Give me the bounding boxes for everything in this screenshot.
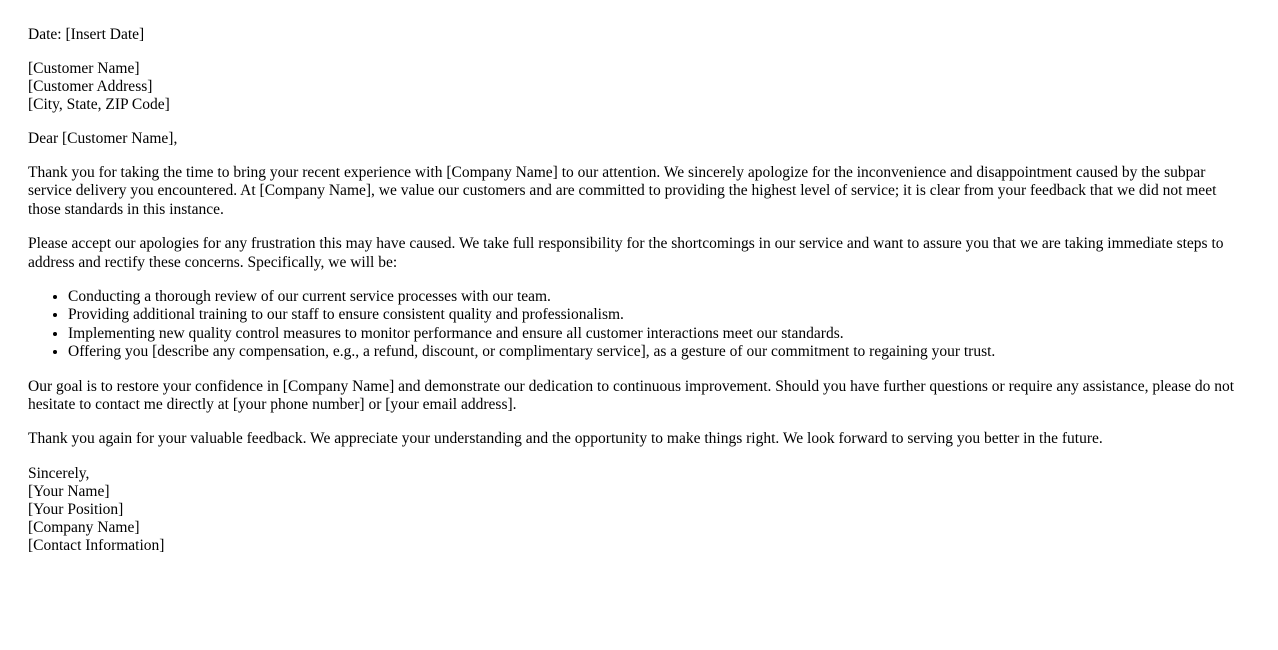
sender-company: [Company Name] (28, 518, 140, 536)
body-paragraph-3: Our goal is to restore your confidence in [Company Name] and demonstrate our dedication to continuous improvement. Should you have further questions or require any assistance, please do not hesitate to contact me directly at [your phone number] or [your email address]. (28, 377, 1235, 414)
sender-position: [Your Position] (28, 500, 124, 518)
list-item: • Providing additional training to our staff to ensure consistent quality and professionalism. (68, 306, 1248, 324)
list-item: • Implementing new quality control measures to monitor performance and ensure all customer interactions meet our standards. (68, 325, 1248, 343)
recipient-name: [Customer Name] (28, 60, 140, 77)
date-block (28, 26, 1248, 44)
salutation-block (28, 130, 1248, 148)
date-line: Date: [Insert Date] (28, 26, 145, 43)
salutation: Dear [Customer Name], (28, 130, 178, 147)
body-paragraph-2: Please accept our apologies for any frustration this may have caused. We take full responsibility for the shortcomings in our service and want to assure you that we are taking immediate steps to address and rectify these concerns. Specifically, we will be: (28, 235, 1224, 271)
sender-name: [Your Name] (28, 482, 110, 500)
closing-line: Sincerely, (28, 464, 90, 482)
recipient-address: [Customer Address] (28, 78, 153, 95)
sender-contact-information: [Contact Information] (28, 536, 165, 554)
list-item: • Offering you [describe any compensation, e.g., a refund, discount, or complimentary service], as a gesture of our commitment to regaining your trust. (68, 343, 1248, 361)
recipient-address-block (28, 60, 1248, 114)
list-item: • Conducting a thorough review of our current service processes with our team. (68, 288, 1248, 306)
body-paragraph-4: Thank you again for your valuable feedback. We appreciate your understanding and the opportunity to make things right. We look forward to serving you better in the future. (28, 430, 1103, 448)
recipient-city-state-zip: [City, State, ZIP Code] (28, 96, 170, 113)
body-paragraph-1: Thank you for taking the time to bring your recent experience with [Company Name] to our attention. We sincerely apologize for the inconvenience and disappointment caused by the subpar service delivery you encountered. At [Company Name], we value our customers and are committed to providing the highest level of service; it is clear from your feedback that we did not meet those standards in this instance. (28, 164, 1217, 218)
action-items-list (28, 288, 1248, 362)
signature-block (28, 465, 1248, 555)
